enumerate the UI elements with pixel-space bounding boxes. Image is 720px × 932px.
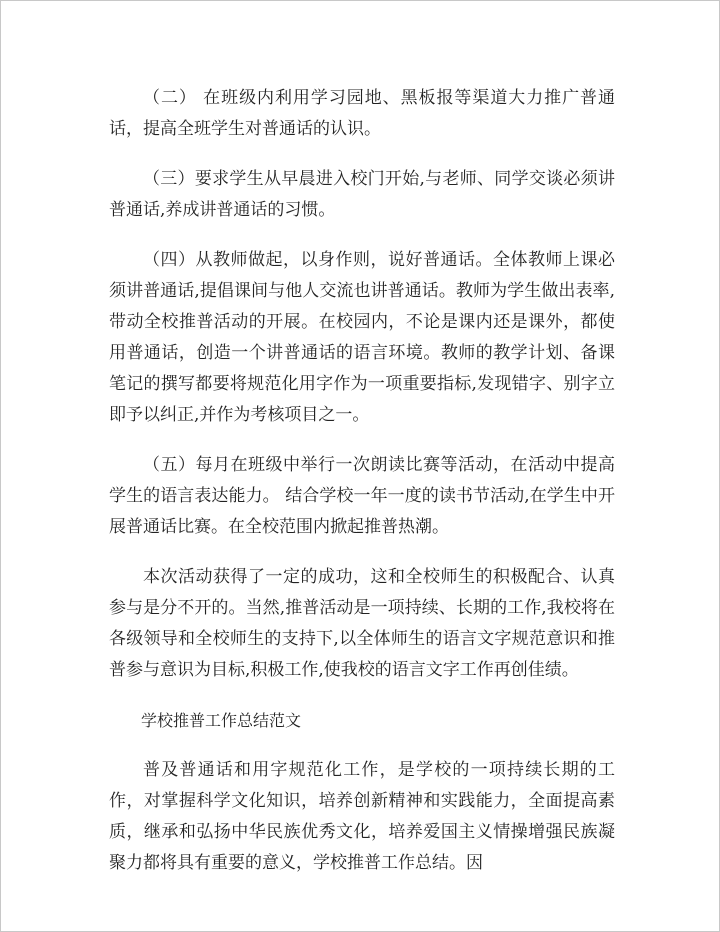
paragraph-final: 普及普通话和用字规范化工作，是学校的一项持续长期的工作，对掌握科学文化知识，培养创新精神和实践能力，全面提高素质，继承和弘扬中华民族优秀文化，培养爱国主义情操增强民族凝聚力都将具有重要的意义，学校推普工作总结。因 bbox=[109, 760, 615, 873]
paragraph-4: （四）从教师做起，以身作则，说好普通话。全体教师上课必须讲普通话,提倡课间与他人交流也讲普通话。教师为学生做出表率,带动全校推普活动的开展。在校园内，不论是课内还是课外，都使用普通话，创造一个讲普通话的语言环境。教师的教学计划、备课笔记的撰写都要将规范化用字作为一项重要指标,发现错字、别字立即予以纠正,并作为考核项目之一。 bbox=[109, 250, 615, 425]
paragraph-5: （五）每月在班级中举行一次朗读比赛等活动，在活动中提高学生的语言表达能力。 结合学校一年一度的读书节活动,在学生中开展普通话比赛。在全校范围内掀起推普热潮。 bbox=[109, 455, 615, 537]
paragraph-2: （二） 在班级内利用学习园地、黑板报等渠道大力推广普通话，提高全班学生对普通话的认识。 bbox=[109, 88, 615, 139]
paragraph-3: （三）要求学生从早晨进入校门开始,与老师、同学交谈必须讲普通话,养成讲普通话的习惯。 bbox=[109, 169, 615, 220]
section-title: 学校推普工作总结范文 bbox=[141, 711, 302, 730]
document-body bbox=[109, 83, 615, 898]
paragraph-summary: 本次活动获得了一定的成功，这和全校师生的积极配合、认真参与是分不开的。当然,推普活动是一项持续、长期的工作,我校将在各级领导和全校师生的支持下,以全体师生的语言文字规范意识和推普参与意识为目标,积极工作,使我校的语言文字工作再创佳绩。 bbox=[109, 567, 615, 680]
